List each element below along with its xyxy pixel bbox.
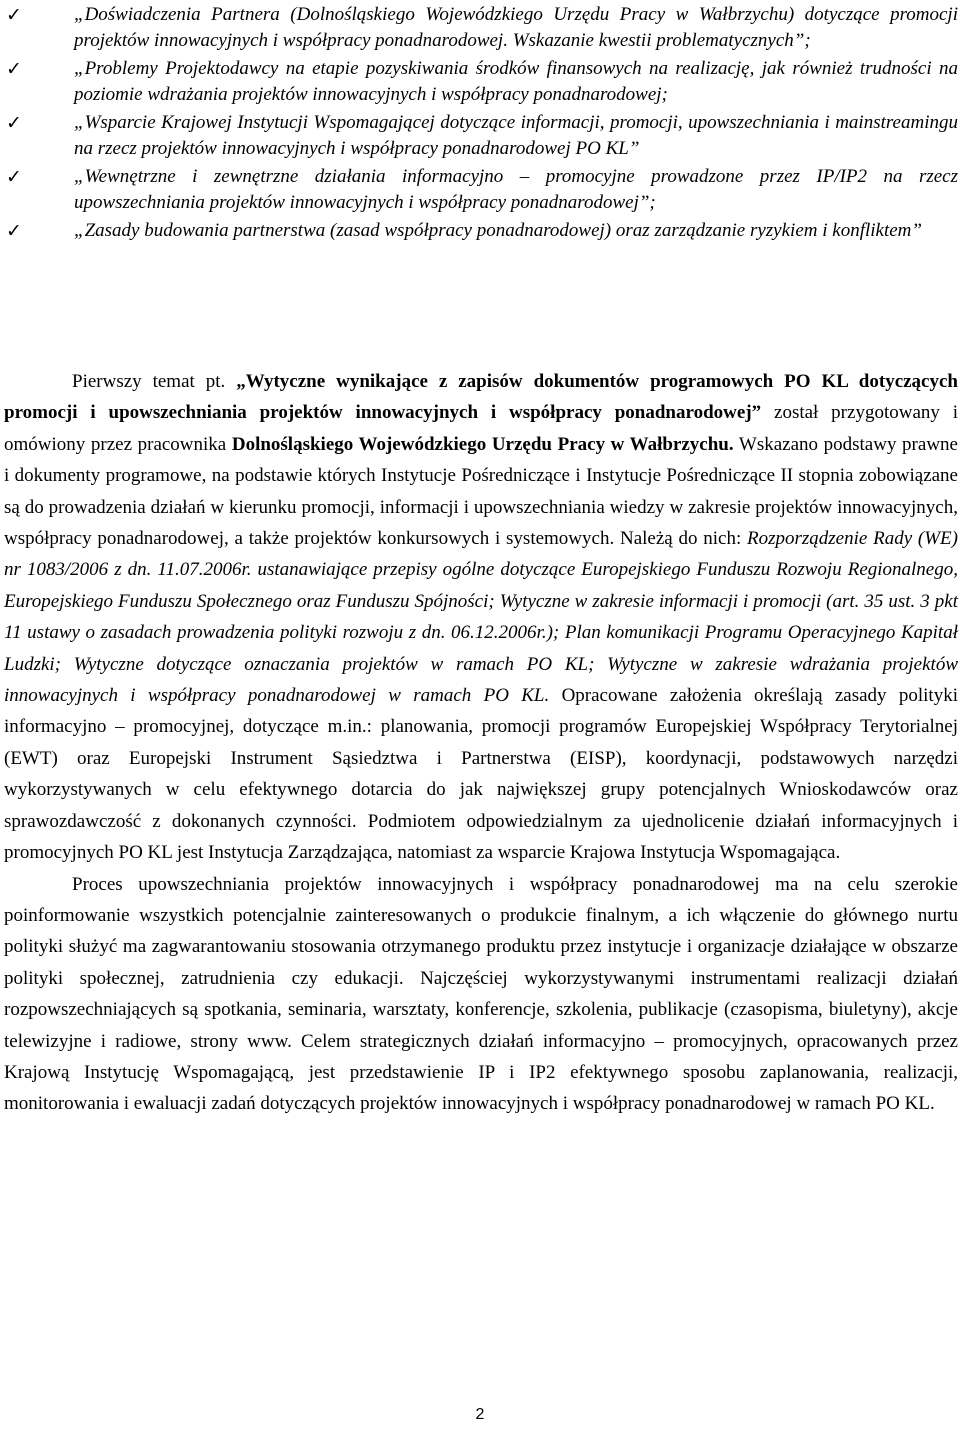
topic-checklist — [6, 2, 958, 246]
checkmark-icon: ✓ — [6, 166, 22, 188]
text-run: Opracowane założenia określają zasady polityki informacyjno – promocyjnej, dotyczące m.in.: planowania, promocji programów Europejskiej Współpracy Terytorialnej (EWT) oraz Europejski Instrument Sąsiedztwa i Partnerstwa (EISP), koordynacji, podstawowych narzędzi wykorzystywanych w celu efektywnego dotarcia do jak największej grupy potencjalnych Wnioskodawców oraz sprawozdawczość z dokonanych czynności. Podmiotem odpowiedzialnym za ujednolicenie działań informacyjnych i promocyjnych PO KL jest Instytucja Zarządzająca, natomiast za wsparcie Krajowa Instytucja Wspomagająca. — [4, 685, 958, 864]
page-number: 2 — [475, 1406, 485, 1423]
checklist-item — [6, 218, 958, 244]
text-run: Wskazano podstawy prawne i dokumenty programowe, na podstawie których Instytucje Pośredniczące i Instytucje Pośredniczące II stopnia zobowiązane są do prowadzenia działań w kierunku promocji, informacji i upowszechniania wiedzy w zakresie projektów innowacyjnych, współpracy ponadnarodowej, a także projektów konkursowych i systemowych. Należą do nich: — [4, 433, 958, 550]
checklist-item — [6, 56, 958, 108]
text-run-bold: „Wytyczne wynikające z zapisów dokumentów programowych PO KL dotyczących promocji i upowszechniania projektów innowacyjnych i współpracy ponadnarodowej” — [4, 371, 958, 424]
body-text — [4, 366, 958, 1120]
checklist-item-text: „Problemy Projektodawcy na etapie pozyskiwania środków finansowych na realizację, jak również trudności na poziomie wdrażania projektów innowacyjnych i współpracy ponadnarodowej; — [74, 58, 958, 105]
checklist-item-text: „Wewnętrzne i zewnętrzne działania informacyjno – promocyjne prowadzone przez IP/IP2 na rzecz upowszechniania projektów innowacyjnych i współpracy ponadnarodowej”; — [74, 166, 958, 213]
text-run: Pierwszy temat pt. — [72, 371, 237, 392]
checkmark-icon: ✓ — [6, 220, 22, 242]
paragraph-dissemination: Proces upowszechniania projektów innowacyjnych i współpracy ponadnarodowej ma na celu szerokie poinformowanie wszystkich potencjalnie zainteresowanych o produkcie finalnym, a ich włączenie do głównego nurtu polityki służyć ma zagwarantowaniu stosowania otrzymanego produktu przez instytucje i organizacje działające w obszarze polityki społecznej, zatrudnienia czy edukacji. Najczęściej wykorzystywanymi instrumentami realizacji działań rozpowszechniających są spotkania, seminaria, warsztaty, konferencje, szkolenia, publikacje (czasopisma, biuletyny), akcje telewizyjne i radiowe, strony www. Celem strategicznych działań informacyjno – promocyjnych, opracowanych przez Krajową Instytucję Wspomagającą, jest przedstawienie IP i IP2 efektywnego sposobu zaplanowania, realizacji, monitorowania i ewaluacji zadań dotyczących projektów innowacyjnych i współpracy ponadnarodowej w ramach PO KL. — [4, 873, 958, 1115]
checkmark-icon: ✓ — [6, 112, 22, 134]
checklist-item — [6, 164, 958, 216]
text-run-italic: Rozporządzenie Rady (WE) nr 1083/2006 z dn. 11.07.2006r. ustanawiające przepisy ogólne dotyczące Europejskiego Funduszu Rozwoju Regionalnego, Europejskiego Funduszu Społecznego oraz Funduszu Spójności; Wytyczne w zakresie informacji i promocji (art. 35 ust. 3 pkt 11 ustawy o zasadach prowadzenia polityki rozwoju z dn. 06.12.2006r.); Plan komunikacji Programu Operacyjnego Kapitał Ludzki; Wytyczne dotyczące oznaczania projektów w ramach PO KL; Wytyczne w zakresie wdrażania projektów innowacyjnych i współpracy ponadnarodowej w ramach PO KL. — [4, 528, 958, 707]
checklist-item — [6, 110, 958, 162]
checkmark-icon: ✓ — [6, 58, 22, 80]
checklist-item — [6, 2, 958, 54]
text-run-bold: Dolnośląskiego Wojewódzkiego Urzędu Pracy w Wałbrzychu. — [231, 433, 734, 455]
paragraph-first-topic — [4, 366, 958, 869]
checklist-item-text: „Zasady budowania partnerstwa (zasad współpracy ponadnarodowej) oraz zarządzanie ryzykiem i konfliktem” — [74, 220, 922, 241]
checklist-item-text: „Doświadczenia Partnera (Dolnośląskiego Wojewódzkiego Urzędu Pracy w Wałbrzychu) dotyczące promocji projektów innowacyjnych i współpracy ponadnarodowej. Wskazanie kwestii problematycznych”; — [74, 4, 958, 51]
checkmark-icon: ✓ — [6, 4, 22, 26]
text-run: został przygotowany i omówiony przez pracownika — [4, 402, 959, 455]
checklist-item-text: „Wsparcie Krajowej Instytucji Wspomagającej dotyczące informacji, promocji, upowszechniania i mainstreamingu na rzecz projektów innowacyjnych i współpracy ponadnarodowej PO KL” — [74, 112, 958, 159]
